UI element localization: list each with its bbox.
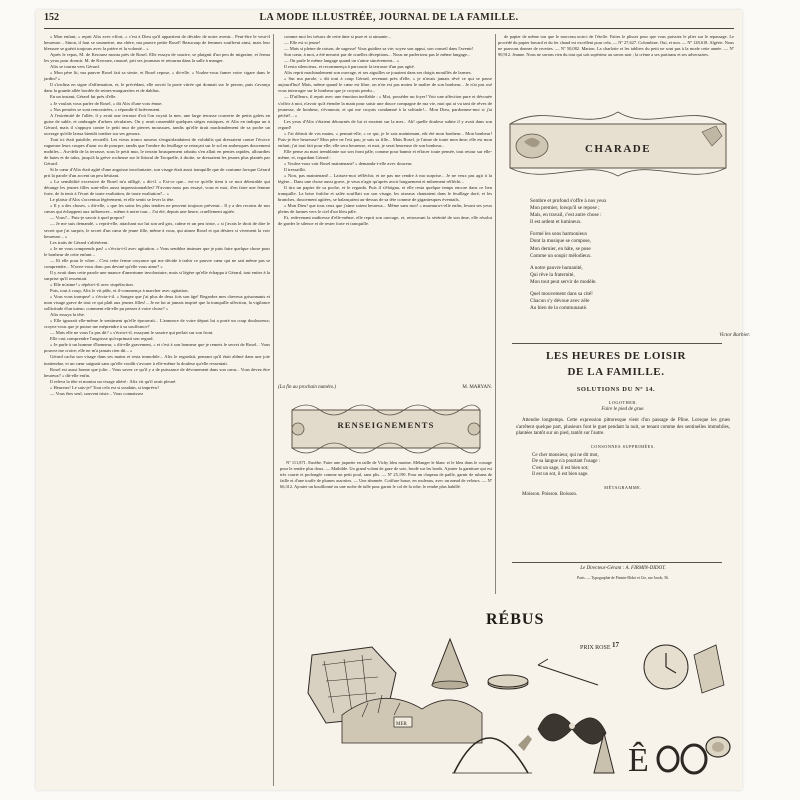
consonnes-line: Il est un sot, il est bien sage. [532,472,589,478]
paragraph: « Mon enfant, » reprit Alix avec effort, « c'est à Dieu qu'il appartient de décider de notre avenir... Peut-être le veut-il heureuse... Sinon, il faut se soumettre, ma chère, ma pauvre petite Rosel! Beaucoup de femmes souffrent ainsi, mais leur blessure se guérit toujours avec la prière et la volonté... » [44,34,270,52]
charade-line: A notre pauvre humanité, [530,264,583,271]
renseignements-title: RENSEIGNEMENTS [337,420,435,430]
cone-drawing [432,639,468,689]
charade-line: Quel mouvement dans sa cité! [530,291,593,298]
col3-top-text: de papier de même ton que le morceau noirci de l'étoffe. Faites le plisser pour que vous puissiez le plier sur le repassage. Le procédé du papier buvard et du fer chaud est excellent pour cela. — Nº 27,627. Colombine. Oui, et non. — Nº 128,618. Algérie. Nous ne pouvons donner de recettes. — Nº 50,082. Marion. La charlotte et les tabliers du petit ne sont pas à la mode cette année. — Nº 90,912. Jeanne. Nous ne savons rien du tout qui soit supérieur au savon noir ; la crème a ses partisans et ses adversaires. [498,34,734,57]
prix-sign [580,641,620,651]
consonnes-line: De sa langue n'a pourtant l'usage : [532,459,601,465]
paragraph: « Mon père lit, ma pauvre Rosel fait sa sieste, et Rosel repose, » dit-elle. « Voulez-vous fumer votre cigare dans le jardin? » [44,70,270,82]
paragraph: Rosel est aussi bonne que jolie... Vous savez ce qu'il y a de puissance de dévouement dans son cœur... Vous devez être heureux? » dit-elle enfin. [44,366,270,378]
renseignements-text: Nº 111,871. Eusèbe. Faire une jaquette en taille de Vichy bleu marine. Mélanger le blanc et le bleu dans le corsage pour le rendre plus doux. — Mathilde. Un grand volant de gaze de soie, brodé sur les bords. Ajouter la garniture qui est très courte et prolongée comme un petit pouf, sans plis. — Nº 25,190. Pour un chapeau de paille, garnir de rubans de faille et d'une touffe de plumes assorties. — Une abonnée. Coiffure basse, en rouleaux, avec un nœud de velours. — Nº 66,312. Ajouter un bouillonné ou une ruche de tulle pour garnir le col de la robe, le rendre plus habillé. [280,460,492,489]
paragraph: « Elle m'aime! » répéta-t-il avec stupéfaction. [50,281,134,287]
story-signature [278,385,492,390]
to-be-continued: (La fin au prochain numéro.) [278,385,337,390]
paragraph: — Mais si pleine de raison, de sagesse! Vous guidiez sa vie; soyez son appui, son conseil dans l'avenir! [284,46,474,52]
paragraph: Il tressaillit. [284,167,306,173]
paragraph: Il releva la tête et montra un visage altéré : Alix vit qu'il avait pleuré. [50,378,177,384]
charade-poem [530,198,750,317]
paragraph: « La sensibilité excessive de Rosel m'a affligé, » dit-il. « Est-ce que... est-ce qu'elle tient à ce mot détestable qui dérange les jeunes filles sont-elles aussi impressionnables? N'avons-nous pas essayé, vous et moi, d'en faire une femme forte, de la tenir à l'écart de toute exaltation, de toute exaltation?... » [44,179,270,197]
charade-author: Victor Barbier. [719,332,750,338]
journal-page [36,10,750,790]
story-author: M. MARYAN. [462,385,492,390]
charade-line: Mais, en travail, c'est autre chose : [530,212,602,219]
paragraph: « Sur ma parole, » dit tout à coup Gérard, revenant près d'elle, « je n'avais jamais rêvé ce qui se passe aujourd'hui! Mais, même quand le cœur est libre, on n'en est pas moins le maître de son bonheur... Je n'ai pas osé vous interroger sur le bonheur que je croyais perdu... [278,76,492,94]
paragraph: « Il y a des choses, » dit-elle, « que les soins les plus tendres ne peuvent toujours prévenir... Il y a des recoins de nos cœurs qui échappent aux influences... même à notre tour... J'ai été, depuis une heure, cruellement agitée. [44,203,270,215]
charade-line: Formé les sons harmonieux [530,231,588,238]
paragraph: Après le repas, M. de Kerouez monta près de Rosel. Elle essaya de sourire, se plaignit d'un peu de migraine, et ferma les yeux pour dormir. M. de Kerouez, rassuré, prit ses journaux et retourna dans la salle à manger. [44,52,270,64]
paragraph: Les traits de Gérard s'altérèrent. [50,239,109,245]
director-line: Le Directeur-Gérant : A. FIRMIN-DIDOT. [580,566,666,571]
clock-drawing [644,645,724,693]
charade-line: Sombre et profond s'offre à nos yeux [530,198,607,204]
charade-title: CHARADE [584,143,652,155]
paragraph: — On parle le même langage quand on s'aime sincèrement... » [284,58,399,64]
loisir-title-2: DE LA FAMILLE. [567,366,665,378]
svg-text:17: 17 [612,641,619,649]
paragraph: Gérard cacha son visage dans ses mains et resta immobile... Alix le regardait, pensant qu'il était abîmé dans une joie inattendue, et un cœur saignait sans qu'elle voulût s'avouer à elle-même la douleur qu'elle ressentait. [44,354,270,366]
page-number: 152 [44,12,59,23]
svg-text:MER: MER [396,722,407,727]
charade-line: Chacun s'y dévoue avec zèle [530,298,590,305]
column-divider [273,34,274,786]
consonnes-line: C'est un sage, il est bien sot; [532,465,589,471]
charade-line: Au bien de la communauté. [530,305,588,312]
section-divider [512,562,722,563]
consonnes-line: Ce cher monsieur, qui ne dit mot, [532,452,599,458]
rebus-illustration [282,625,734,785]
column-divider [495,34,496,594]
paragraph: Elle crut comprendre l'angoisse qu'exprimait son regard. [50,336,154,342]
paragraph: « Je voulais vous parler de Rosel, » dit Alix d'une voix émue. [50,100,163,106]
paragraph: « Voulez-vous voir Rosel maintenant? » demanda-t-elle avec douceur. [284,160,413,166]
paragraph: comme moi les trésors de cette âme si pure et si aimante... [284,34,391,39]
charade-stanza [530,231,750,259]
rebus-letter-e: Ê [628,742,649,779]
charade-stanza [530,291,750,312]
paragraph: « Je ne vous comprends pas! » s'écria-t-il avec agitation. « Vous semblez insinuer que je puis faire quelque chose pour le bonheur de cette enfant... [44,245,270,257]
charade-line: Mon premier, lorsqu'il se repose ; [530,205,600,212]
charade-stanza [530,198,750,226]
solutions-text: LOGOTHER. Faire le pied de grue. Attendre longtemps. Cette expression pittoresque vient d'un passage de Pline. Lorsque les grues s'arrêtent quelque part, plusieurs font le guet pendant la nuit, se tenant comme des sentinelles immobiles, plantées tantôt sur un pied, tantôt sur l'autre. CONSONNES SUPPRIMÉES. Ce cher monsieur, qui ne dit mot, De sa langue n'a pourtant l'usage : C'est un sage, il est bien sot; Il est un sot, il est bien sage. MÉTAGRAMME. Moisson. Poisson. Boisson. [516,400,730,497]
section-divider [512,343,722,344]
page-header [44,12,734,29]
paragraph: Tout ici était paisible, recueilli. Les vieux troncs noueux s'enguirlandaient de volubilis qui dressaient contre l'écorce rugueuse leurs coupes d'azur ou de pourpre, tandis que l'ombre du feuillage se retraçait sur le sol en arabesques doucement mobiles... Au-delà de la terrasse, sous le petit mur, le terrain brusquement rabattu s'en allait en pentes rapides, allourdies de haies et de talus, jusqu'à la grève rocheuse sur le littoral de Tacquelle, à droite, se dressaient les jeunes plus plantés par Gérard. [44,136,270,166]
paragraph: — Et elle pour le vôtre... C'est cette ferme croyance qui me décide à trahir ce pauvre cœur qui ne sait même pas se comprendre... N'avez-vous donc pas deviné qu'elle vous aime? » [44,257,270,269]
loisir-title: LES HEURES DE LOISIR [545,350,687,362]
printer-line: Paris. — Typographie de Firmin-Didot et Cie, rue Jacob, 56. [577,576,669,580]
paragraph: « Je parle à un homme d'honneur, » dit-elle gravement, « et c'est à son honneur que je remets le secret de Rosel... Vous pouvez me croire; elle ne m'a jamais rien dit... » [44,342,270,354]
paragraph: Il y avait dans cette parole une nuance d'amertume involontaire, mais si légère qu'elle échappa à Gérard, tout entier à la surprise qu'il ressentait. [44,269,270,281]
paragraph: Il tira un papier de sa poche, et le regarda. Puis il s'éloigna, et elle resta quelque temps encore dans ce lieu tranquille. La brise fraîche et salée soufflait sur son visage, les oiseaux chantaient dans le feuillage doré, et les branches, doucement agitées, se balançaient au-dessus de sa tête comme de gigantesques éventails. [278,185,492,203]
charade-line: Il est ardent et lumineux. [530,219,582,226]
story-column-2 [278,34,492,376]
paragraph: Il resta silencieux, et recommença à parcourir la terrasse d'un pas agité. [284,64,415,70]
rebus-title: RÉBUS [486,611,545,628]
bow-drawing [538,714,606,744]
paragraph: — Mais elle ne vous l'a pas dit? » s'écria-t-il, essayant le sourire qui perlait sur son front. [50,330,214,336]
paragraph: — D'ailleurs, il reprit avec une émotion ineffable : « Moi, posséder un foyer! Voir une affection pure et dévouée s'offrir à moi, n'avoir qu'à étendre la main pour saisir une douce compagne de ma vie, moi qui ai vu tant de rêves de jeunesse, de bonheur, s'évanouir, et qui me croyais condamné à la solitude!... Mon Dieu, pardonnez-moi si j'ai péché!... » [278,94,492,118]
paragraph: En un instant, Gérard fut près d'elle. [50,94,117,100]
paragraph: « J'ai détruit de vos mains, » pensait-elle, « ce qui, je le sais maintenant, eût été mon bonheur... Mon bonheur! Puis-je être heureuse? Mon père ne l'est pas; je suis sa fille... Mais Rosel, je l'aime de toute mon âme; elle est mon enfant; j'ai tout fait pour elle; elle sera heureuse, et moi, je serai heureuse de son bonheur... [278,130,492,148]
paragraph: A l'extrémité de l'allée, il y avait une terrasse d'où l'on voyait la mer, une large terrasse couverte de petits galets en guise de sable, et ombragée d'arbres séculaires. On y avait rassemblé quelques sièges rustiques, et Alix en indiqua un à Gérard, mais il s'appuya contre le petit mur de pierres moussues, tandis qu'elle tirait machinalement de sa poche un ouvrage qu'elle laissa bientôt tomber sur ses genoux. [44,112,270,136]
charade-line: Mon dernier, en hâte, se pose [530,245,591,252]
paragraph: Elle pense au mari tremblante sur son front pâle, comme pour bannir et effacer toute pensée, tout retour sur elle-même, et, regardant Gérard : [278,148,492,160]
solutions-heading: SOLUTIONS DU Nº 14. [576,386,656,393]
paragraph: — Vous êtes seul, souvent triste... Vous connaissez [50,390,144,396]
paragraph: « Mon Dieu! que tous ceux que j'aime soient heureux... Même sans moi! » murmura-t-elle enfin, levant ses yeux pleins de larmes vers le ciel d'un bleu pâle. [278,203,492,215]
charade-line: Qui rêve la fraternité, [530,271,575,278]
charade-stanza [530,265,750,286]
paragraph: « Nos pensées se sont rencontrées, » répondit-il brièvement. [50,106,161,112]
svg-text:PRIX ROSE: PRIX ROSE [580,645,611,651]
paragraph: — Vous?... Puis-je savoir à quel propos? [50,215,125,221]
charade-line: Dont la musique se compose, [530,238,591,245]
paragraph: Et, redevenant maîtresse d'elle-même, elle reprit son ouvrage, et, retrouvant la sérénité de son âme, elle résolut de garder le silence et de rester forte et tranquille. [278,215,492,227]
paragraph: Alix se tourna vers Gérard. [50,64,100,70]
disc-drawing [488,675,528,689]
story-column-1 [44,34,270,786]
paragraph: « Non, pas maintenant!... Laissez-moi réfléchir, et ne pas me rendre à ma surprise... Je ne veux pas agir à la légère... Dans une chose aussi grave, je veux n'agir qu'après avoir longuement et mûrement réfléchi... [278,173,492,185]
paragraph: Il s'inclina en signe d'affirmation, et, le précédant, elle ouvrit la porte vitrée qui donnait sur le perron, puis s'avança dans la grande allée bordée de reines-marguerites et de dahlias. [44,82,270,94]
paragraph: Puis, tout à coup, Alix le vit pâlir, et il-commença à marcher avec agitation. [50,287,189,293]
charade-line: Comme un soupir mélodieux. [530,252,592,259]
paragraph: — Elle est si jeune! [284,40,321,46]
mer-signboard [394,717,412,727]
paragraph: Alix essuya la tête. [50,312,85,318]
paragraph: Alix reprit machinalement son ouvrage, et ses aiguilles se jouaient dans ses doigts mouillés de larmes. [284,70,472,76]
paragraph: Le plaisir d'Alix s'accentua légèrement, et elle sentit se lever la tête. [50,197,175,203]
paragraph: — Je me suis demandé, » reprit-elle, attachant sur lui son œil gris, calme et un peu triste, « si j'avais le droit de dire le secret que j'ai surpris, le secret d'un cœur de jeune fille, même à vous, qui aimez Rosel et qui désirez si vivement la voir heureuse... » [44,221,270,239]
paragraph: « Vous vous trompez! » s'écria-t-il. « Songez que j'ai plus de deux fois son âge! Regardez mes cheveux grisonnants et mon visage grave de tout ce qui plaît aux jeunes filles!... Je ne lui ai jamais inspiré que la tranquille affection, la vigilance sollicitude d'un tuteur; comment eût-elle pu penser à votre chose? » [44,294,270,312]
paragraph: Les yeux d'Alix s'étaient détournés de lui et erraient sur la mer... Ah! quelle douleur subite il y avait dans son regard! [278,118,492,130]
rod-drawing [538,659,598,685]
paragraph: « Elle ignorait elle-même le sentiment qu'elle éprouvait... L'annonce de votre départ lui a porté un coup douloureux; croyez-vous que je puisse me méprendre à sa souffrance? [44,318,270,330]
journal-title: LA MODE ILLUSTRÉE, JOURNAL DE LA FAMILLE. [259,12,519,23]
paragraph: « Heureux! Le sais-je? Tout cela est si soudain, si imprévu! [50,384,159,390]
charade-line: Mon tout peut servir de modèle. [530,278,597,285]
paragraph: Si le cœur d'Alix était agité d'une angoisse involontaire, son visage était aussi tranquille que de coutume lorsque Gérard prit la parole d'un accent un peu hésitant. [44,167,270,179]
zeros-drawing [658,737,730,773]
paragraph: Son cœur, à moi, a été meurtri par de cruelles déceptions... Nous ne parlerions pas le même langage... [284,52,471,58]
charade-ornament [506,102,730,182]
